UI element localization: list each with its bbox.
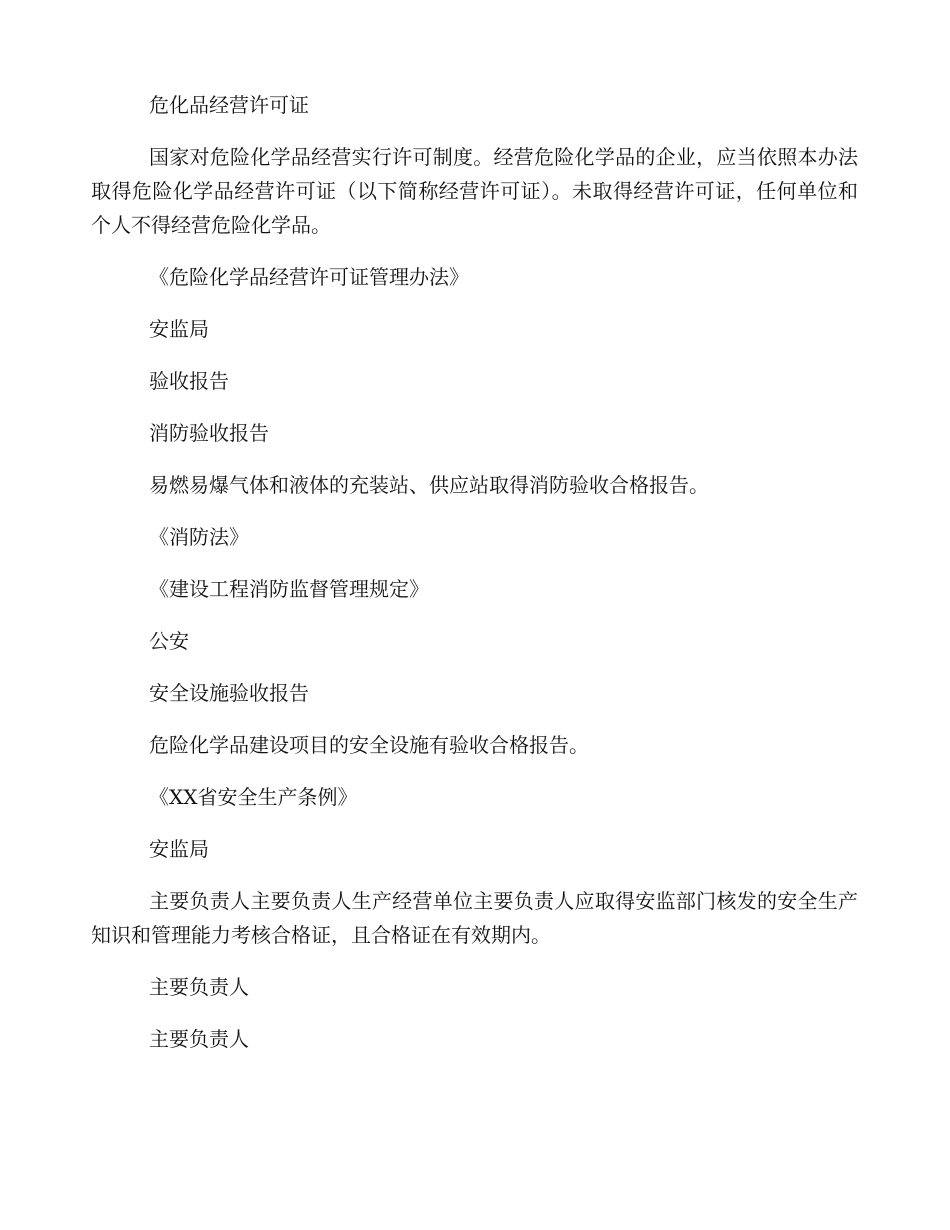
paragraph-regulation: 《XX省安全生产条例》 [149,785,358,809]
paragraph-requirement: 主要负责人主要负责人生产经营单位主要负责人应取得安监部门核发的安全生产知识和管理能力考核合格证，且合格证在有效期内。 [91,889,858,947]
paragraph-requirement: 危险化学品建设项目的安全设施有验收合格报告。 [149,733,589,757]
paragraph-license-rule: 国家对危险化学品经营实行许可制度。经营危险化学品的企业，应当依照本办法取得危险化学品经营许可证（以下简称经营许可证）。未取得经营许可证，任何单位和个人不得经营危险化学品。 [91,145,858,237]
paragraph-authority: 安监局 [149,317,209,341]
paragraph-authority: 安监局 [149,837,209,861]
paragraph-requirement: 易燃易爆气体和液体的充装站、供应站取得消防验收合格报告。 [149,473,709,497]
paragraph-regulation: 《危险化学品经营许可证管理办法》 [149,265,469,289]
paragraph-regulation: 《消防法》 [149,525,249,549]
paragraph-regulation: 《建设工程消防监督管理规定》 [149,577,429,601]
paragraph-heading: 安全设施验收报告 [149,681,309,705]
paragraph-heading: 主要负责人 [149,975,249,999]
paragraph-heading: 消防验收报告 [149,421,269,445]
paragraph-authority: 公安 [149,629,189,653]
paragraph-title: 危化品经营许可证 [149,93,309,117]
paragraph-heading: 主要负责人 [149,1027,249,1051]
paragraph-heading: 验收报告 [149,369,229,393]
